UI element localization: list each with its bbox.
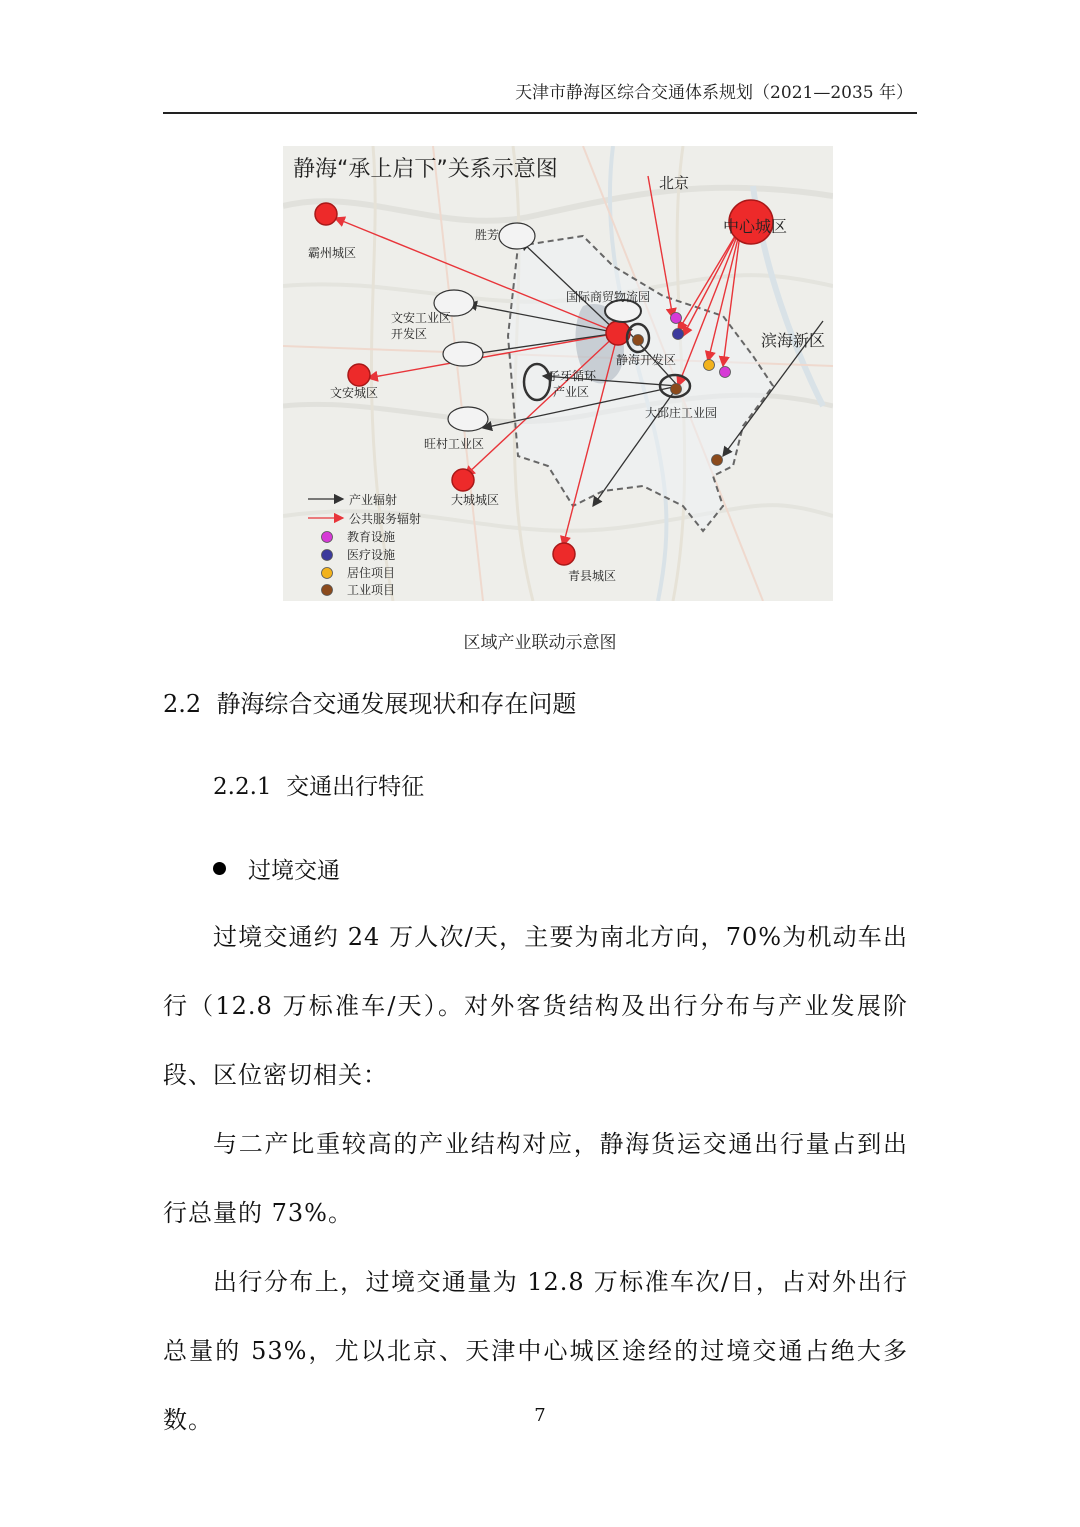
label-bazhou: 霸州城区 [308,246,357,260]
subsection-number: 2.2.1 [213,774,272,800]
education-dot [720,367,731,378]
bazhou-node [315,203,337,225]
bullet-text: 过境交通 [248,858,340,884]
map-svg [283,146,833,601]
label-shengfang: 胜芳 [475,228,500,242]
page-header [163,72,917,114]
legend-label: 居住项目 [347,566,396,580]
bullet-item [213,852,340,885]
legend-label: 教育设施 [347,530,396,544]
dacheng-node [452,469,474,491]
label-dacheng: 大城城区 [451,493,500,507]
label-wenan-industry-1: 文安工业区 [391,311,452,325]
section-number: 2.2 [163,690,202,718]
legend-label: 公共服务辐射 [349,512,422,526]
subsection-title: 交通出行特征 [286,774,425,800]
label-intl-trade: 国际商贸物流园 [566,290,651,304]
ya-circular-zone-a [443,342,483,366]
regional-map-figure [283,146,833,601]
map-title: 静海“承上启下”关系示意图 [293,157,558,182]
legend-education-dot [322,532,333,543]
paragraph: 出行分布上，过境交通量为 12.8 万标准车次/日，占对外出行总量的 53%，尤以北京、天津中心城区途经的过境交通占绝大多数。 [163,1268,908,1434]
qingxian-node [553,543,575,565]
legend-residence-dot [322,568,333,579]
education-dot [671,313,682,324]
label-qingxian: 青县城区 [568,569,617,583]
legend-label: 产业辐射 [349,493,398,507]
label-wenan-city: 文安城区 [330,386,379,400]
legend-medical-dot [322,550,333,561]
bullet-icon [213,862,226,875]
legend-industry-dot [322,585,333,596]
industry-dot [671,384,682,395]
figure-caption: 区域产业联动示意图 [463,633,617,653]
label-daqiuzhuang: 大邱庄工业园 [645,406,718,420]
wenan-city-node [348,364,370,386]
section-heading [163,684,576,719]
medical-dot [673,329,684,340]
label-circular-2: 产业区 [553,385,590,399]
label-binhai: 滨海新区 [761,331,826,350]
label-beijing: 北京 [659,174,690,192]
subsection-heading [213,768,424,801]
label-jinghai-dev: 静海开发区 [616,353,677,367]
label-wangcun: 旺村工业区 [424,437,485,451]
section-title: 静海综合交通发展现状和存在问题 [216,690,577,718]
legend-label: 工业项目 [347,583,396,597]
label-circular-1: 子牙循环 [548,369,597,383]
industry-dot [712,455,723,466]
residence-dot [704,360,715,371]
wangcun-zone [448,407,488,431]
label-center-city: 中心城区 [723,217,788,236]
shengfang-zone [499,223,535,249]
label-wenan-industry-2: 开发区 [391,327,428,341]
industry-dot [633,335,644,346]
page-number: 7 [534,1405,546,1426]
header-title: 天津市静海区综合交通体系规划（2021—2035 年） [515,83,913,103]
legend-label: 医疗设施 [347,548,396,562]
paragraph: 过境交通约 24 万人次/天，主要为南北方向，70%为机动车出行（12.8 万标准车/天）。对外客货结构及出行分布与产业发展阶段、区位密切相关： [163,923,908,1089]
paragraph: 与二产比重较高的产业结构对应，静海货运交通出行量占到出行总量的 73%。 [163,1130,908,1227]
